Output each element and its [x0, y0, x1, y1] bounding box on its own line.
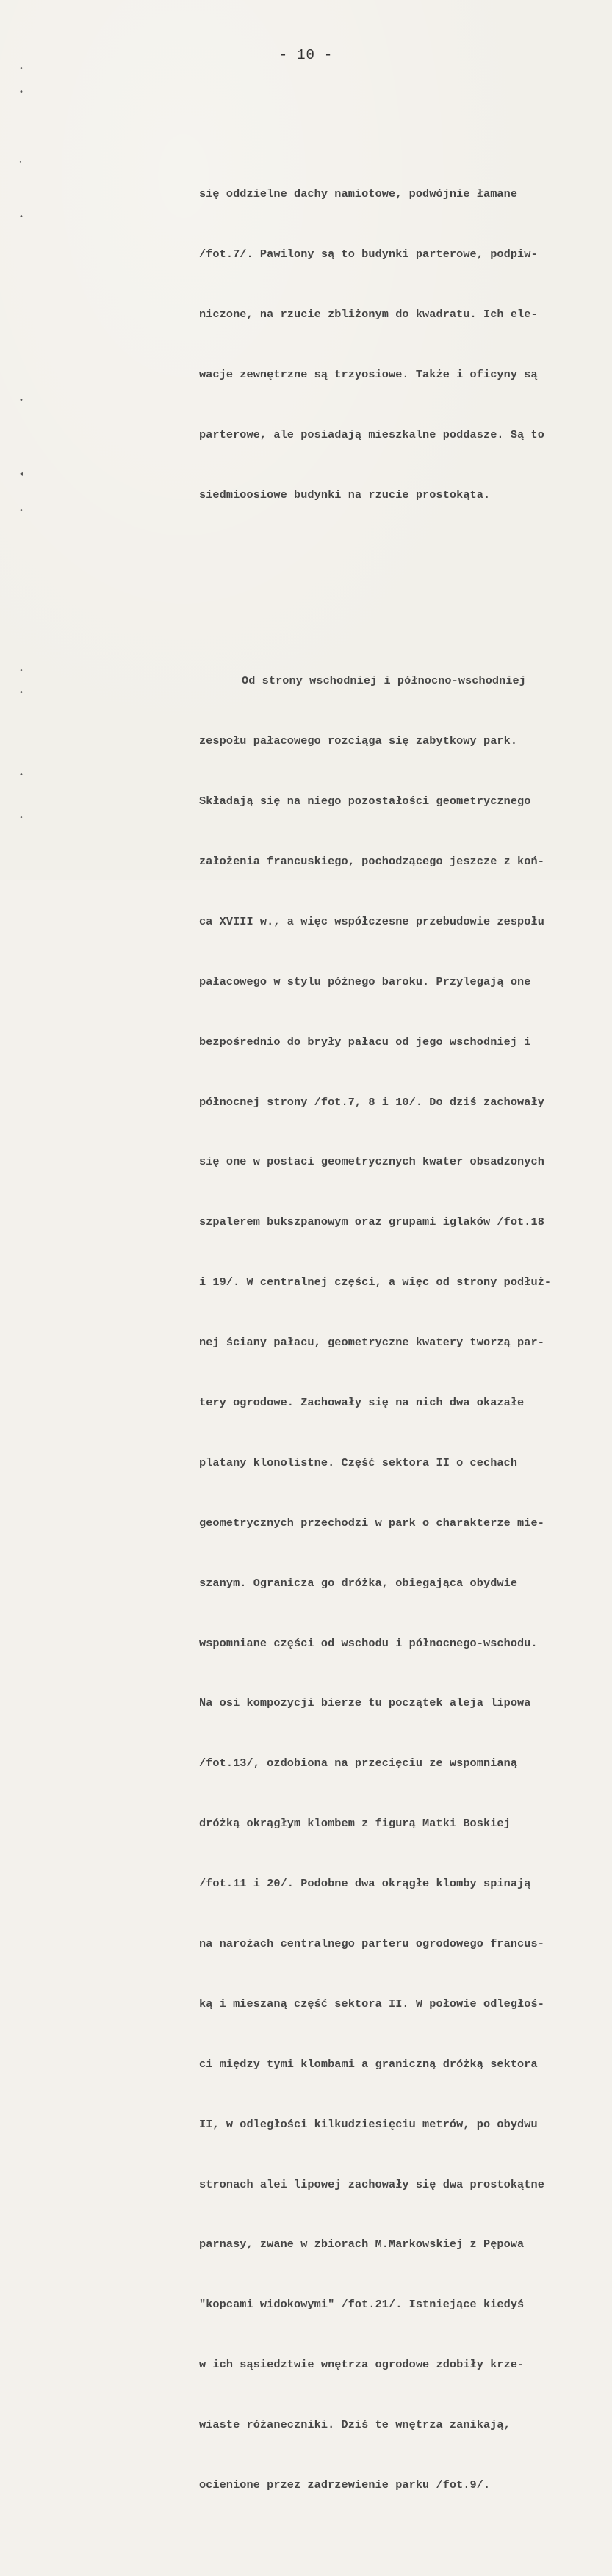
page-number-value: 10 — [297, 47, 315, 63]
binding-hole-mark: ' — [19, 160, 21, 168]
text-line: niczone, na rzucie zbliżonym do kwadratu. Ich ele- — [199, 307, 538, 321]
text-line: szanym. Ogranicza go dróżka, obiegająca obydwie — [199, 1576, 518, 1590]
text-line: się one w postaci geometrycznych kwater obsadzonych — [199, 1155, 544, 1169]
binding-hole-mark: • — [19, 65, 24, 73]
binding-hole-mark: ◂ — [19, 470, 24, 478]
page-number-dash-right: - — [323, 47, 334, 63]
binding-hole-mark: • — [19, 397, 24, 405]
text-line: parnasy, zwane w zbiorach M.Markowskiej z Pępowa — [199, 2237, 525, 2251]
text-line: się oddzielne dachy namiotowe, podwójnie łamane — [199, 187, 518, 201]
text-line: Od strony wschodniej i północno-wschodniej — [242, 674, 526, 688]
paragraph-1 — [199, 145, 611, 546]
binding-hole-mark: • — [19, 88, 24, 96]
text-line: ką i mieszaną część sektora II. W połowie odległoś- — [199, 1997, 544, 2011]
paragraph-gap — [199, 585, 611, 591]
text-line: Składają się na niego pozostałości geometrycznego — [199, 795, 531, 808]
binding-hole-mark: • — [19, 213, 24, 221]
text-line: i 19/. W centralnej części, a więc od strony podłuż- — [199, 1276, 552, 1289]
text-line: "kopcami widokowymi" /fot.21/. Istniejące kiedyś — [199, 2298, 525, 2312]
text-line: siedmioosiowe budynki na rzucie prostokąta. — [199, 488, 491, 502]
text-line: parterowe, ale posiadają mieszkalne poddasze. Są to — [199, 427, 544, 441]
text-line: tery ogrodowe. Zachowały się na nich dwa okazałe — [199, 1396, 525, 1409]
text-line: wspomniane części od wschodu i północnego-wschodu. — [199, 1636, 538, 1650]
text-line: nej ściany pałacu, geometryczne kwatery tworzą par- — [199, 1336, 544, 1350]
text-line: platany klonolistne. Część sektora II o cechach — [199, 1455, 518, 1469]
text-line: ocienione przez zadrzewienie parku /fot.9/. — [199, 2478, 491, 2492]
text-line: szpalerem bukszpanowym oraz grupami iglaków /fot.18 — [199, 1215, 544, 1229]
text-line: /fot.7/. Pawilony są to budynki parterowe, podpiw- — [199, 247, 538, 261]
text-line: założenia francuskiego, pochodzącego jeszcze z koń- — [199, 854, 544, 868]
text-line: dróżką okrągłym klombem z figurą Matki Boskiej — [199, 1817, 511, 1831]
text-line: ci między tymi klombami a graniczną dróżką sektora — [199, 2057, 538, 2071]
binding-hole-mark: • — [19, 814, 24, 822]
text-line: na narożach centralnego parteru ogrodowego francus- — [199, 1937, 544, 1951]
binding-hole-mark: • — [19, 771, 24, 779]
binding-hole-mark: • — [19, 689, 24, 697]
page-number-dash-left: - — [278, 47, 289, 63]
page-number — [0, 47, 612, 63]
text-line: bezpośrednio do bryły pałacu od jego wschodniej i — [199, 1035, 531, 1049]
text-line: /fot.11 i 20/. Podobne dwa okrągłe klomby spinają — [199, 1877, 531, 1891]
text-line: w ich sąsiedztwie wnętrza ogrodowe zdobiły krze- — [199, 2358, 525, 2372]
text-line: II, w odległości kilkudziesięciu metrów, po obydwu — [199, 2117, 538, 2131]
text-line: /fot.13/, ozdobiona na przecięciu ze wspomnianą — [199, 1756, 518, 1770]
paragraph-2 — [199, 632, 611, 2536]
text-line: Na osi kompozycji bierze tu początek aleja lipowa — [199, 1696, 531, 1710]
binding-hole-mark: • — [19, 507, 24, 515]
text-line: stronach alei lipowej zachowały się dwa prostokątne — [199, 2177, 544, 2191]
text-line: wacje zewnętrzne są trzyosiowe. Także i oficyny są — [199, 367, 538, 381]
text-line: ca XVIII w., a więc współczesne przebudowie zespołu — [199, 914, 544, 928]
text-line: północnej strony /fot.7, 8 i 10/. Do dziś zachowały — [199, 1095, 544, 1109]
text-line: zespołu pałacowego rozciąga się zabytkowy park. — [199, 734, 518, 748]
text-line: pałacowego w stylu późnego baroku. Przylegają one — [199, 974, 531, 988]
text-line: wiaste różaneczniki. Dziś te wnętrza zanikają, — [199, 2418, 511, 2432]
text-line: geometrycznych przechodzi w park o charakterze mie- — [199, 1516, 544, 1530]
binding-margin — [0, 0, 29, 880]
body-text — [199, 104, 611, 2576]
binding-hole-mark: • — [19, 667, 24, 675]
